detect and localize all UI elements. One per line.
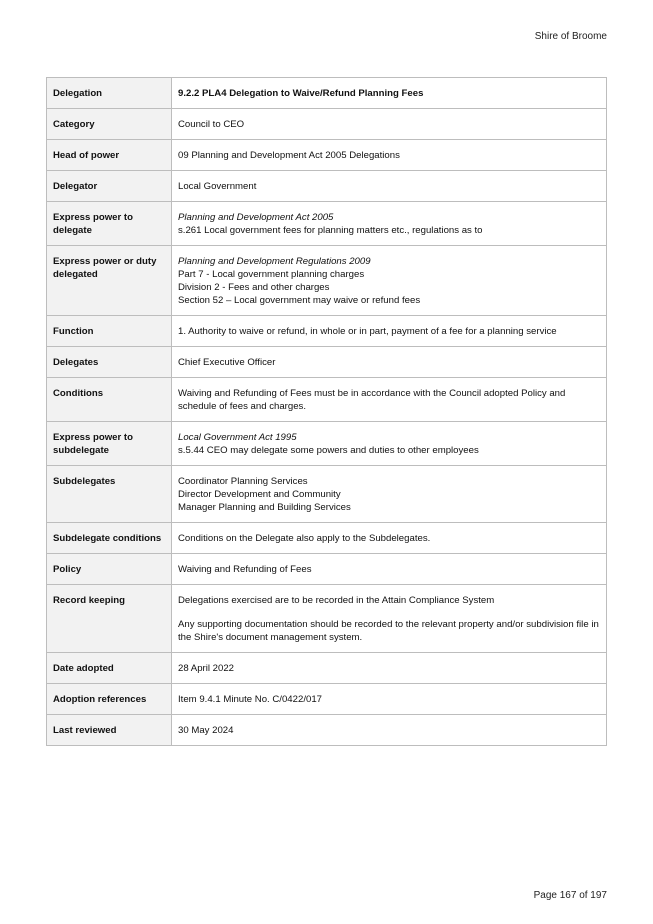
organisation-name: Shire of Broome (534, 31, 607, 42)
table-row (47, 715, 607, 746)
row-value (172, 316, 607, 347)
table-row (47, 202, 607, 246)
row-value (172, 653, 607, 684)
row-label: Conditions (47, 378, 172, 422)
value-line: s.261 Local government fees for planning matters etc., regulations as to (178, 225, 483, 236)
value-line: Section 52 – Local government may waive or refund fees (178, 295, 421, 306)
table-row (47, 140, 607, 171)
table-row (47, 466, 607, 523)
table-row (47, 316, 607, 347)
row-label: Last reviewed (47, 715, 172, 746)
table-row (47, 523, 607, 554)
row-value (172, 378, 607, 422)
table-row (47, 684, 607, 715)
row-label: Express power to subdelegate (47, 422, 172, 466)
delegation-table (46, 77, 607, 746)
row-label: Subdelegates (47, 466, 172, 523)
value-line: Part 7 - Local government planning charges (178, 269, 365, 280)
value-line: 09 Planning and Development Act 2005 Delegations (178, 150, 400, 161)
row-value (172, 466, 607, 523)
value-line: Division 2 - Fees and other charges (178, 282, 330, 293)
row-label: Head of power (47, 140, 172, 171)
value-line: Council to CEO (178, 119, 245, 130)
value-line: Director Development and Community (178, 489, 341, 500)
value-line: Waiving and Refunding of Fees must be in accordance with the Council adopted Policy and schedule of fees and charges. (178, 388, 566, 412)
table-row (47, 78, 607, 109)
table-row (47, 109, 607, 140)
value-line: Planning and Development Act 2005 (178, 212, 334, 223)
row-value (172, 202, 607, 246)
row-label: Date adopted (47, 653, 172, 684)
row-value (172, 715, 607, 746)
row-value (172, 78, 607, 109)
table-row (47, 554, 607, 585)
value-line: Waiving and Refunding of Fees (178, 564, 312, 575)
table-row (47, 347, 607, 378)
table-row (47, 246, 607, 316)
value-line: Local Government (178, 181, 257, 192)
row-value (172, 109, 607, 140)
paragraph-gap (178, 607, 600, 618)
row-label: Delegator (47, 171, 172, 202)
value-line: Conditions on the Delegate also apply to the Subdelegates. (178, 533, 431, 544)
table-row (47, 585, 607, 653)
row-value (172, 347, 607, 378)
value-line: 9.2.2 PLA4 Delegation to Waive/Refund Planning Fees (178, 88, 424, 99)
value-line: Any supporting documentation should be recorded to the relevant property and/or subdivision file in the Shire's document management system. (178, 619, 599, 643)
value-line: 1. Authority to waive or refund, in whole or in part, payment of a fee for a planning service (178, 326, 557, 337)
table-row (47, 171, 607, 202)
row-label: Subdelegate conditions (47, 523, 172, 554)
value-line: Item 9.4.1 Minute No. C/0422/017 (178, 694, 322, 705)
value-line: Planning and Development Regulations 2009 (178, 256, 371, 267)
row-label: Record keeping (47, 585, 172, 653)
table-row (47, 653, 607, 684)
row-label: Category (47, 109, 172, 140)
row-label: Express power to delegate (47, 202, 172, 246)
table-row (47, 378, 607, 422)
row-label: Policy (47, 554, 172, 585)
value-line: 30 May 2024 (178, 725, 234, 736)
value-line: 28 April 2022 (178, 663, 235, 674)
row-label: Express power or duty delegated (47, 246, 172, 316)
value-line: Chief Executive Officer (178, 357, 276, 368)
row-value (172, 171, 607, 202)
row-value (172, 422, 607, 466)
page-number: Page 167 of 197 (533, 890, 607, 901)
value-line: s.5.44 CEO may delegate some powers and duties to other employees (178, 445, 479, 456)
row-label: Adoption references (47, 684, 172, 715)
table-row (47, 422, 607, 466)
row-label: Delegates (47, 347, 172, 378)
value-line: Coordinator Planning Services (178, 476, 308, 487)
row-value (172, 246, 607, 316)
value-line: Local Government Act 1995 (178, 432, 297, 443)
value-line: Manager Planning and Building Services (178, 502, 351, 513)
row-value (172, 585, 607, 653)
row-value (172, 523, 607, 554)
row-label: Function (47, 316, 172, 347)
value-line: Delegations exercised are to be recorded in the Attain Compliance System (178, 595, 495, 606)
row-value (172, 554, 607, 585)
row-value (172, 140, 607, 171)
row-label: Delegation (47, 78, 172, 109)
row-value (172, 684, 607, 715)
delegation-table-body (47, 78, 607, 746)
